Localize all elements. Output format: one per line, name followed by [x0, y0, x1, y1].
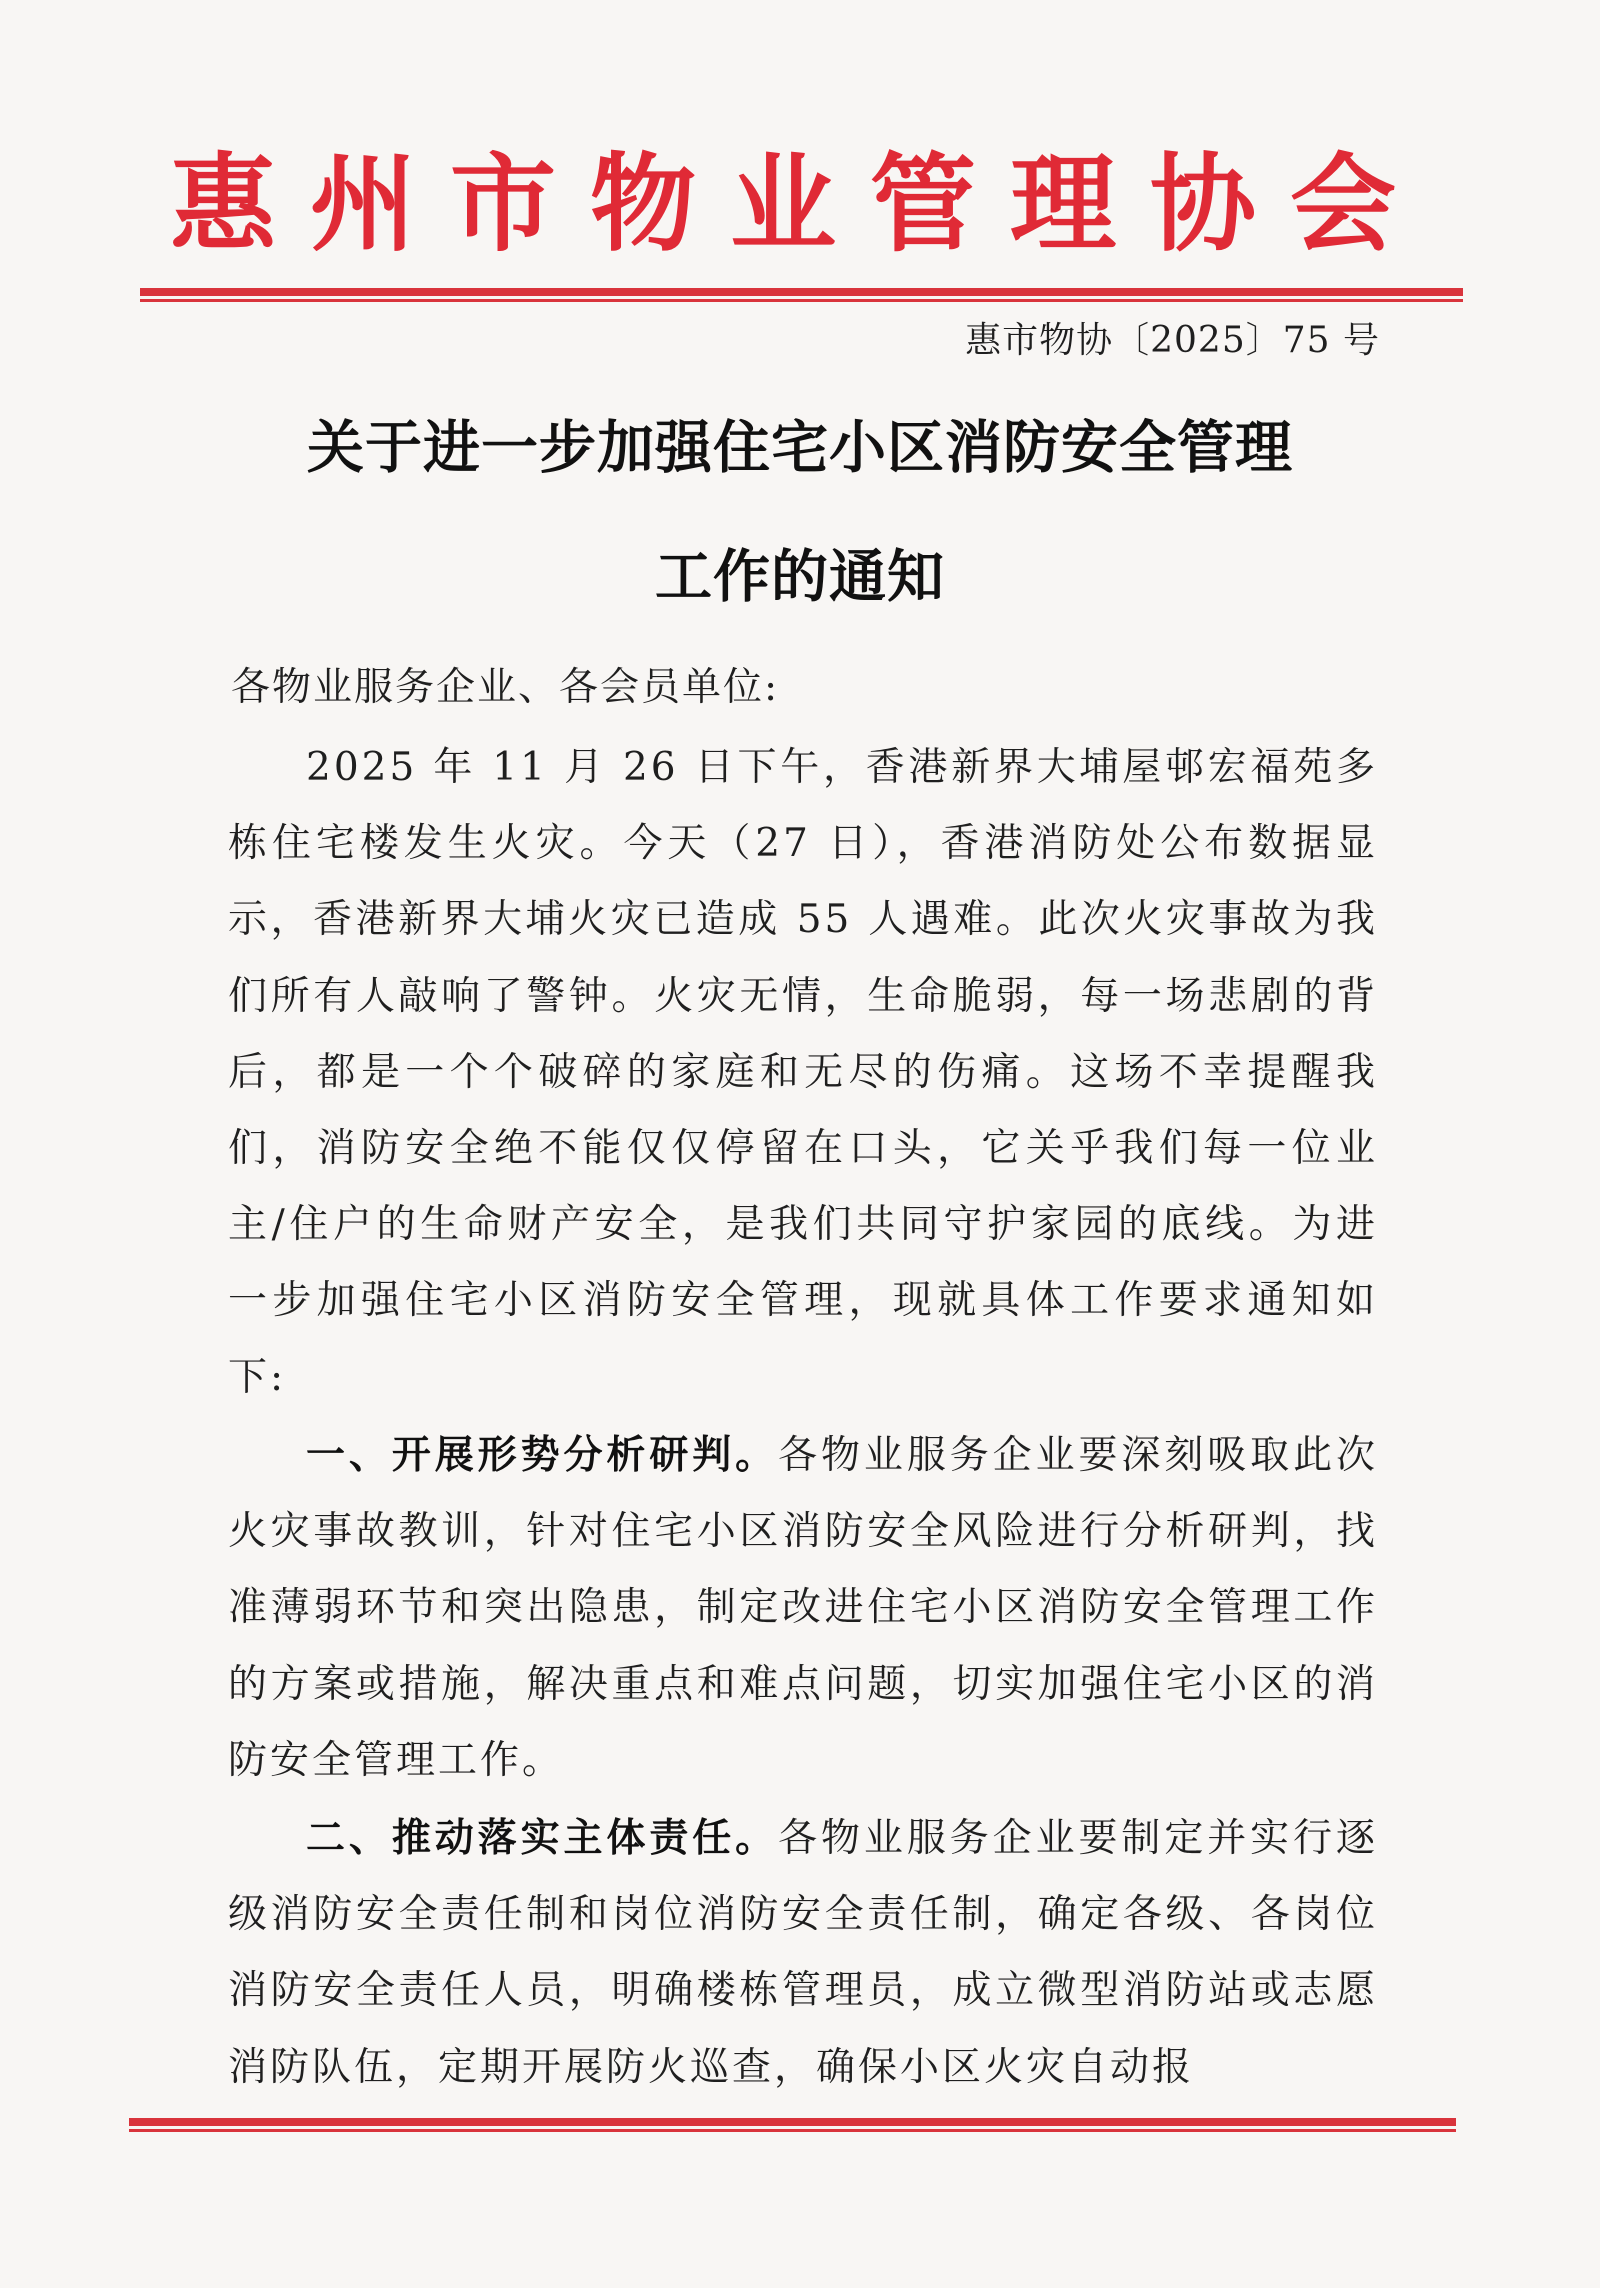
document-title-line-2: 工作的通知 [655, 544, 945, 610]
paragraph-item-1 [228, 1418, 1378, 1799]
footer-thick-line [129, 2118, 1456, 2126]
footer-divider [129, 2118, 1456, 2136]
divider-thick-line [140, 288, 1463, 296]
item-2-body: 各物业服务企业要制定并实行逐级消防安全责任制和岗位消防安全责任制，确定各级、各岗位消防安全责任人员，明确楼栋管理员，成立微型消防站或志愿消防队伍，定期开展防火巡查，确保小区火灾自动报 [228, 1816, 1378, 2090]
masthead-org-name: 惠州市物业管理协会 [170, 143, 1430, 266]
paragraph-item-2 [228, 1801, 1378, 2105]
document-number: 惠市物协〔2025〕75 号 [965, 320, 1380, 361]
paragraph-intro: 2025 年 11 月 26 日下午，香港新界大埔屋邨宏福苑多栋住宅楼发生火灾。今天（27 日），香港消防处公布数据显示，香港新界大埔火灾已造成 55 人遇难。此次火灾事故为我们所有人敲响了警钟。火灾无情，生命脆弱，每一场悲剧的背后，都是一个个破碎的家庭和无尽的伤痛。这场不幸提醒我们，消防安全绝不能仅仅停留在口头，它关乎我们每一位业主/住户的生命财产安全，是我们共同守护家园的底线。为进一步加强住宅小区消防安全管理，现就具体工作要求通知如下: [228, 745, 1378, 1400]
masthead-divider [140, 288, 1463, 306]
divider-thin-line [140, 299, 1463, 302]
salutation: 各物业服务企业、各会员单位: [231, 665, 780, 710]
item-1-heading: 一、开展形势分析研判。 [306, 1433, 779, 1478]
footer-thin-line [129, 2129, 1456, 2132]
item-2-heading: 二、推动落实主体责任。 [306, 1816, 779, 1861]
item-1-body: 各物业服务企业要深刻吸取此次火灾事故教训，针对住宅小区消防安全风险进行分析研判，找准薄弱环节和突出隐患，制定改进住宅小区消防安全管理工作的方案或措施，解决重点和难点问题，切实加强住宅小区的消防安全管理工作。 [228, 1433, 1378, 1783]
document-title-line-1: 关于进一步加强住宅小区消防安全管理 [307, 415, 1293, 481]
